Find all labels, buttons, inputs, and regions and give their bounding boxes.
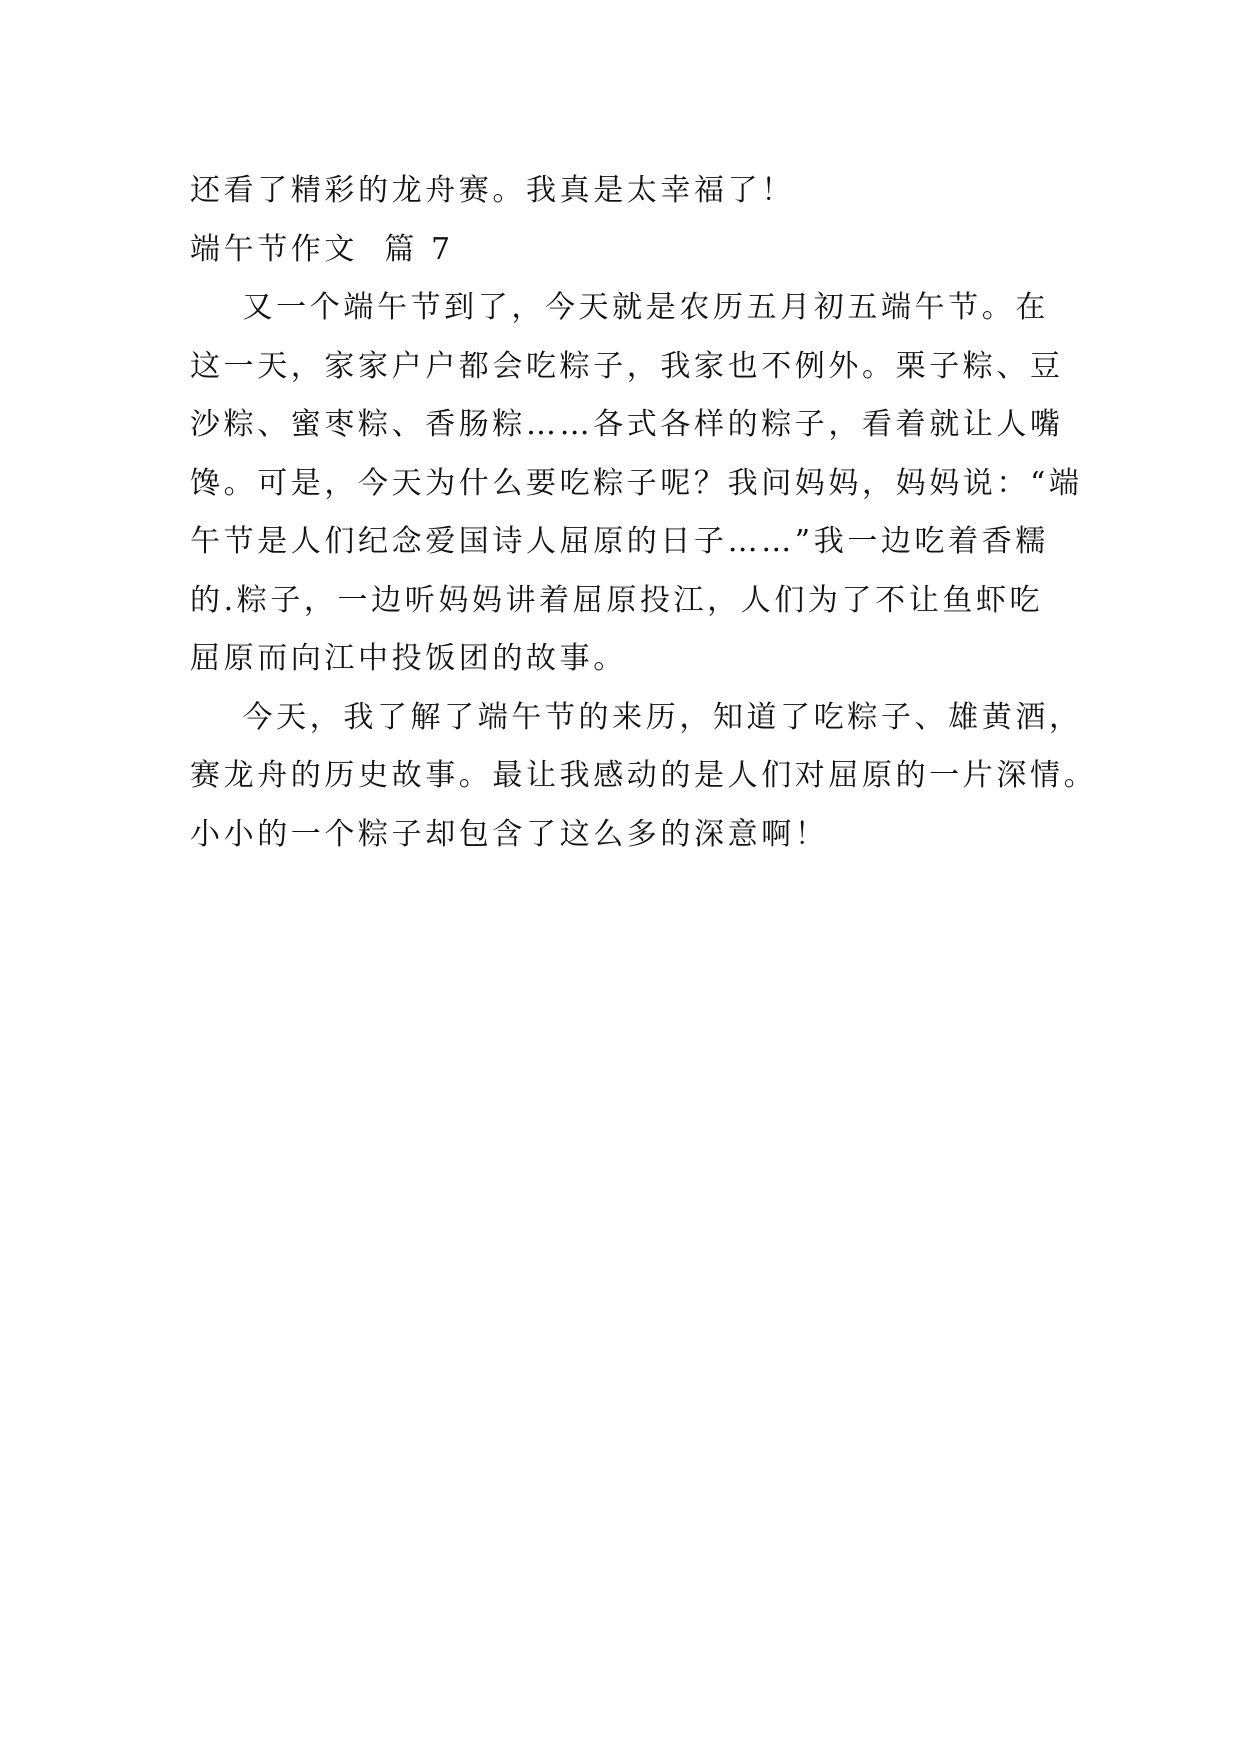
text-line: 赛龙舟的历史故事。最让我感动的是人们对屈原的一片深情。 xyxy=(190,758,1098,793)
essay-text xyxy=(190,162,1098,864)
text-line: 沙粽、蜜枣粽、香肠粽……各式各样的粽子，看着就让人嘴 xyxy=(190,407,1064,442)
section-heading: 端午节作文 篇 7 xyxy=(190,231,454,267)
text-line: 馋。可是，今天为什么要吃粽子呢？我问妈妈，妈妈说：“端 xyxy=(190,465,1083,501)
text-line: 今天，我了解了端午节的来历，知道了吃粽子、雄黄酒， xyxy=(190,699,1083,735)
text-line: 屈原而向江中投饭团的故事。 xyxy=(190,641,627,676)
text-line: 小小的一个粽子却包含了这么多的深意啊！ xyxy=(190,816,829,852)
text-line: 午节是人们纪念爱国诗人屈原的日子……”我一边吃着香糯 xyxy=(190,524,1049,559)
text-line: 的.粽子，一边听妈妈讲着屈原投江，人们为了不让鱼虾吃 xyxy=(190,582,1044,618)
text-line: 又一个端午节到了，今天就是农历五月初五端午节。在 xyxy=(190,290,1049,325)
text-line: 还看了精彩的龙舟赛。我真是太幸福了！ xyxy=(190,173,795,208)
text-line: 这一天，家家户户都会吃粽子，我家也不例外。栗子粽、豆 xyxy=(190,348,1064,384)
